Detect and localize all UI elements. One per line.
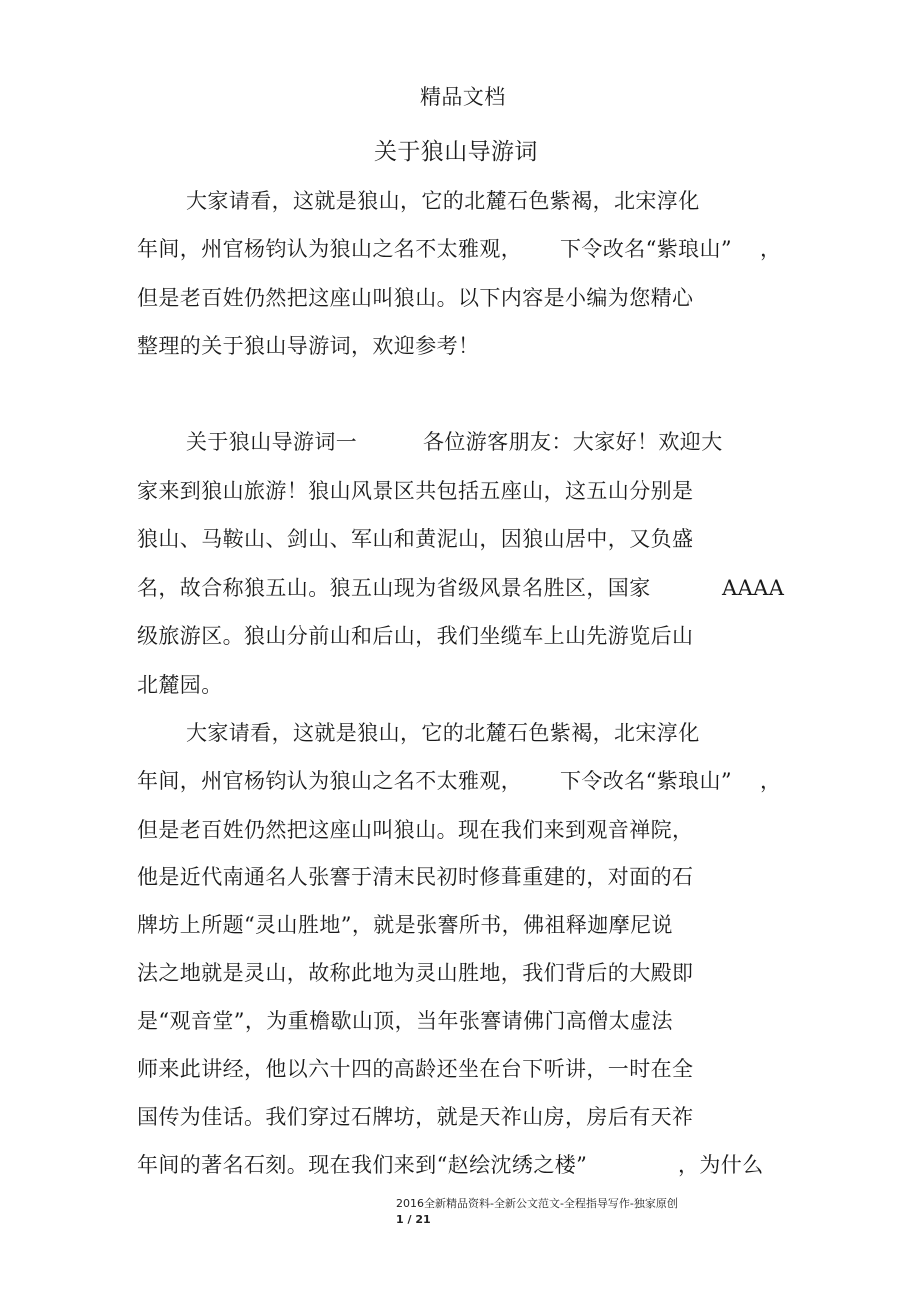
section-2-line-9: 国传为佳话。我们穿过石牌坊，就是天祚山房，房后有天祚 [137,1105,694,1129]
section-1-heading: 关于狼山导游词一 [186,430,358,454]
section-2-line-3: 但是老百姓仍然把这座山叫狼山。现在我们来到观音禅院， [137,818,694,842]
intro-line-4: 整理的关于狼山导游词，欢迎参考！ [137,334,480,358]
section-1-line-1b: 各位游客朋友：大家好！欢迎大 [423,430,723,454]
page-title: 关于狼山导游词 [374,139,538,165]
section-2-line-2a: 年间，州官杨钧认为狼山之名不太雅观， [137,769,523,793]
intro-line-1: 大家请看，这就是狼山，它的北麓石色紫褐，北宋淳化 [186,189,700,213]
intro-line-2a: 年间，州官杨钧认为狼山之名不太雅观， [137,237,523,261]
section-2-line-5: 牌坊上所题“灵山胜地”，就是张謇所书，佛祖释迦摩尼说 [137,913,673,937]
section-1-line-4a: 名，故合称狼五山。狼五山现为省级风景名胜区，国家 [137,576,651,600]
section-2-line-8: 师来此讲经，他以六十四的高龄还坐在台下听讲，一时在全 [137,1057,694,1081]
section-1-line-5: 级旅游区。狼山分前山和后山，我们坐缆车上山先游览后山 [137,624,694,648]
section-2-line-2c: ， [760,769,782,793]
section-2-line-7: 是“观音堂”，为重檐歇山顶，当年张謇请佛门高僧太虚法 [137,1009,673,1033]
intro-line-2c: ， [760,237,782,261]
section-2-line-4: 他是近代南通名人张謇于清末民初时修葺重建的，对面的石 [137,865,694,889]
footer-text: 2016全新精品资料-全新公文范文-全程指导写作-独家原创 [396,1197,678,1210]
section-2-line-1: 大家请看，这就是狼山，它的北麓石色紫褐，北宋淳化 [186,721,700,745]
intro-line-3: 但是老百姓仍然把这座山叫狼山。以下内容是小编为您精心 [137,286,694,310]
intro-line-2b: 下令改名“紫琅山” [560,237,733,261]
doc-header-label: 精品文档 [420,85,506,109]
section-1-line-6: 北麓园。 [137,673,223,697]
page-number: 1 / 21 [396,1213,431,1226]
section-1-line-2: 家来到狼山旅游！狼山风景区共包括五座山，这五山分别是 [137,479,694,503]
section-2-line-6: 法之地就是灵山，故称此地为灵山胜地，我们背后的大殿即 [137,961,694,985]
section-2-line-10b: ，为什么 [678,1153,764,1177]
section-1-line-3: 狼山、马鞍山、剑山、军山和黄泥山，因狼山居中，又负盛 [137,527,694,551]
section-2-line-10a: 年间的著名石刻。现在我们来到“赵绘沈绣之楼” [137,1153,588,1177]
section-1-line-4b: AAAA [722,576,785,600]
section-2-line-2b: 下令改名“紫琅山” [560,769,733,793]
